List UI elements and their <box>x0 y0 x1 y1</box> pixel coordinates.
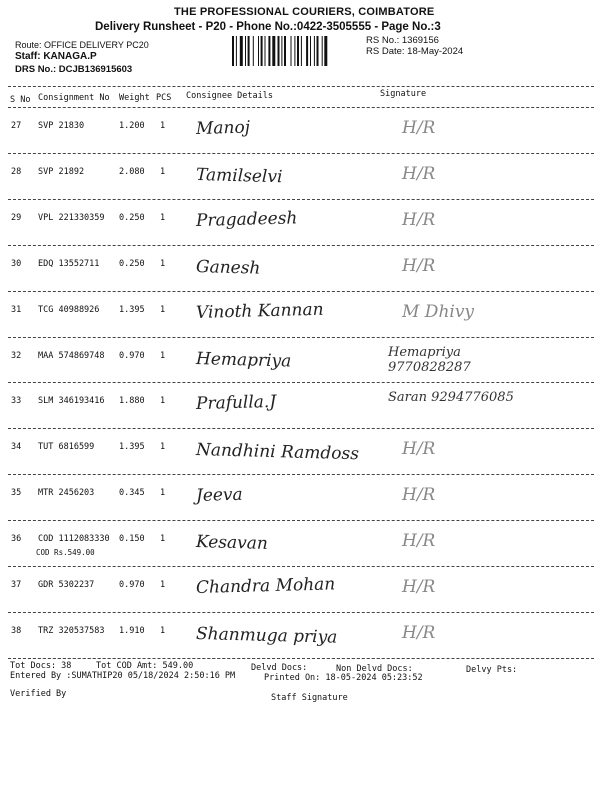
row-consignee-handwritten: Kesavan <box>195 532 269 554</box>
barcode-bar <box>317 36 319 66</box>
row-consignee-handwritten: Manoj <box>195 117 251 139</box>
barcode-bar <box>306 36 308 66</box>
col-signature: Signature <box>380 89 427 99</box>
barcode-bar <box>281 36 282 66</box>
header-top-rule <box>8 86 594 87</box>
row-sno: 28 <box>11 166 22 177</box>
row-sno: 32 <box>11 350 22 361</box>
row-divider <box>8 566 594 567</box>
row-divider <box>8 153 594 154</box>
row-divider <box>8 199 594 200</box>
rs-date: RS Date: 18-May-2024 <box>366 46 464 57</box>
row-weight: 1.200 <box>119 121 145 131</box>
barcode-bar <box>297 36 299 66</box>
row-divider <box>8 474 594 475</box>
footer-rule <box>8 658 594 659</box>
row-sno: 36 <box>11 534 22 545</box>
barcode-bar <box>322 36 323 66</box>
barcode-bar <box>294 36 295 66</box>
barcode-bar <box>268 36 270 66</box>
staff-signature-label: Staff Signature <box>271 693 348 703</box>
row-signature: H/R <box>402 485 436 506</box>
entered-by: Entered By :SUMATHIP20 05/18/2024 2:50:16 PM <box>10 671 236 681</box>
row-weight: 1.880 <box>119 396 145 407</box>
barcode-bar <box>265 36 266 66</box>
barcode <box>232 36 356 66</box>
row-pcs: 1 <box>160 396 166 407</box>
route-label: Route: OFFICE DELIVERY PC20 <box>15 40 149 50</box>
row-sno: 31 <box>11 304 22 315</box>
row-pcs: 1 <box>160 625 166 636</box>
barcode-bar <box>272 36 275 66</box>
row-divider <box>8 428 594 429</box>
row-pcs: 1 <box>160 121 166 131</box>
row-consignment-no: SLM 346193416 <box>38 396 105 407</box>
row-pcs: 1 <box>160 488 166 499</box>
row-sno: 37 <box>11 580 22 590</box>
row-weight: 1.395 <box>119 304 145 315</box>
row-divider <box>8 291 594 292</box>
row-consignment-no: TUT 6816599 <box>38 442 95 453</box>
company-name: THE PROFESSIONAL COURIERS, COIMBATORE <box>174 6 435 18</box>
row-signature: H/R <box>402 577 436 597</box>
row-signature: H/R <box>402 622 436 643</box>
barcode-bar <box>284 36 286 66</box>
row-sno: 27 <box>11 121 22 131</box>
row-pcs: 1 <box>160 212 166 223</box>
delivery-points: Delvy Pts: <box>466 665 518 675</box>
barcode-bar <box>278 36 280 66</box>
row-signature: H/R <box>402 163 436 184</box>
row-consignee-handwritten: Nandhini Ramdoss <box>195 440 360 465</box>
barcode-bar <box>258 36 259 66</box>
row-consignment-no: TCG 40988926 <box>38 304 100 315</box>
row-consignee-handwritten: Tamilselvi <box>195 164 283 188</box>
col-consignment: Consignment No <box>38 93 110 103</box>
col-pcs: PCS <box>156 93 172 103</box>
row-sno: 29 <box>11 212 22 223</box>
row-weight: 0.970 <box>119 580 145 590</box>
row-pcs: 1 <box>160 258 166 269</box>
barcode-bar <box>310 36 311 66</box>
barcode-bar <box>301 36 302 66</box>
row-pcs: 1 <box>160 442 166 453</box>
row-weight: 1.910 <box>119 625 145 636</box>
row-divider <box>8 245 594 246</box>
row-divider <box>8 337 594 338</box>
row-weight: 0.150 <box>119 534 145 545</box>
row-sno: 30 <box>11 258 22 269</box>
col-weight: Weight <box>119 93 150 103</box>
drs-number: DRS No.: DCJB136915603 <box>15 64 133 75</box>
row-pcs: 1 <box>160 304 166 315</box>
row-consignee-handwritten: Prafulla.J <box>195 392 277 415</box>
row-consignment-no: VPL 221330359 <box>38 212 105 223</box>
row-weight: 0.970 <box>119 350 145 361</box>
barcode-bar <box>236 36 237 66</box>
row-consignee-handwritten: Shanmuga priya <box>195 623 338 648</box>
row-consignment-no: SVP 21892 <box>38 166 85 177</box>
barcode-bar <box>324 36 327 66</box>
row-sno: 35 <box>11 488 22 499</box>
runsheet-title: Delivery Runsheet - P20 - Phone No.:0422-3505555 - Page No.:3 <box>95 21 441 33</box>
total-docs: Tot Docs: 38 <box>10 661 72 671</box>
row-signature: Saran 9294776085 <box>388 390 514 406</box>
barcode-bar <box>240 36 243 66</box>
row-consignee-handwritten: Vinoth Kannan <box>195 299 324 323</box>
printed-on: Printed On: 18-05-2024 05:23:52 <box>264 673 423 683</box>
row-pcs: 1 <box>160 166 166 177</box>
non-delivered-docs: Non Delvd Docs: <box>336 664 413 674</box>
total-cod-amount: Tot COD Amt: 549.00 <box>96 661 194 671</box>
row-consignee-handwritten: Jeeva <box>195 484 243 507</box>
row-pcs: 1 <box>160 350 166 361</box>
row-signature: Hemapriya 9770828287 <box>388 344 471 375</box>
row-signature: M Dhivy <box>402 301 475 322</box>
row-consignment-no: COD 1112083330 <box>38 534 110 545</box>
row-signature: H/R <box>402 255 436 276</box>
row-divider <box>8 612 594 613</box>
barcode-bar <box>314 36 315 66</box>
barcode-bar <box>261 36 263 66</box>
row-signature: H/R <box>402 439 436 460</box>
barcode-bar <box>291 36 292 66</box>
col-sno: S No <box>10 95 31 105</box>
barcode-bar <box>245 36 246 66</box>
row-consignment-no: TRZ 320537583 <box>38 625 105 636</box>
barcode-bar <box>232 36 234 66</box>
row-consignee-handwritten: Ganesh <box>195 256 261 279</box>
delivered-docs: Delvd Docs: <box>251 663 308 673</box>
row-consignee-handwritten: Chandra Mohan <box>195 574 336 598</box>
row-sno: 38 <box>11 625 22 636</box>
row-weight: 2.080 <box>119 166 145 177</box>
row-signature: H/R <box>402 531 436 552</box>
row-signature: H/R <box>402 209 436 230</box>
row-cod-amount: COD Rs.549.00 <box>36 548 95 558</box>
row-consignee-handwritten: Hemapriya <box>195 348 292 371</box>
barcode-bar <box>248 36 250 66</box>
row-pcs: 1 <box>160 580 166 590</box>
row-consignment-no: EDQ 13552711 <box>38 258 100 269</box>
header-bottom-rule <box>8 107 594 108</box>
row-consignment-no: SVP 21830 <box>38 121 85 131</box>
row-sno: 34 <box>11 442 22 453</box>
col-details: Consignee Details <box>186 91 273 101</box>
row-divider <box>8 520 594 521</box>
row-weight: 0.345 <box>119 488 145 499</box>
barcode-bar <box>253 36 254 66</box>
row-weight: 1.395 <box>119 442 145 453</box>
staff-label: Staff: KANAGA.P <box>15 51 97 62</box>
row-consignment-no: MAA 574869748 <box>38 350 105 361</box>
row-weight: 0.250 <box>119 212 145 223</box>
row-consignment-no: MTR 2456203 <box>38 488 95 499</box>
row-consignee-handwritten: Pragadeesh <box>195 208 298 231</box>
row-weight: 0.250 <box>119 258 145 269</box>
verified-by: Verified By <box>10 689 67 699</box>
row-divider <box>8 382 594 383</box>
row-signature: H/R <box>402 118 436 138</box>
rs-number: RS No.: 1369156 <box>366 35 439 46</box>
row-sno: 33 <box>11 396 22 407</box>
row-pcs: 1 <box>160 534 166 545</box>
row-consignment-no: GDR 5302237 <box>38 580 95 590</box>
